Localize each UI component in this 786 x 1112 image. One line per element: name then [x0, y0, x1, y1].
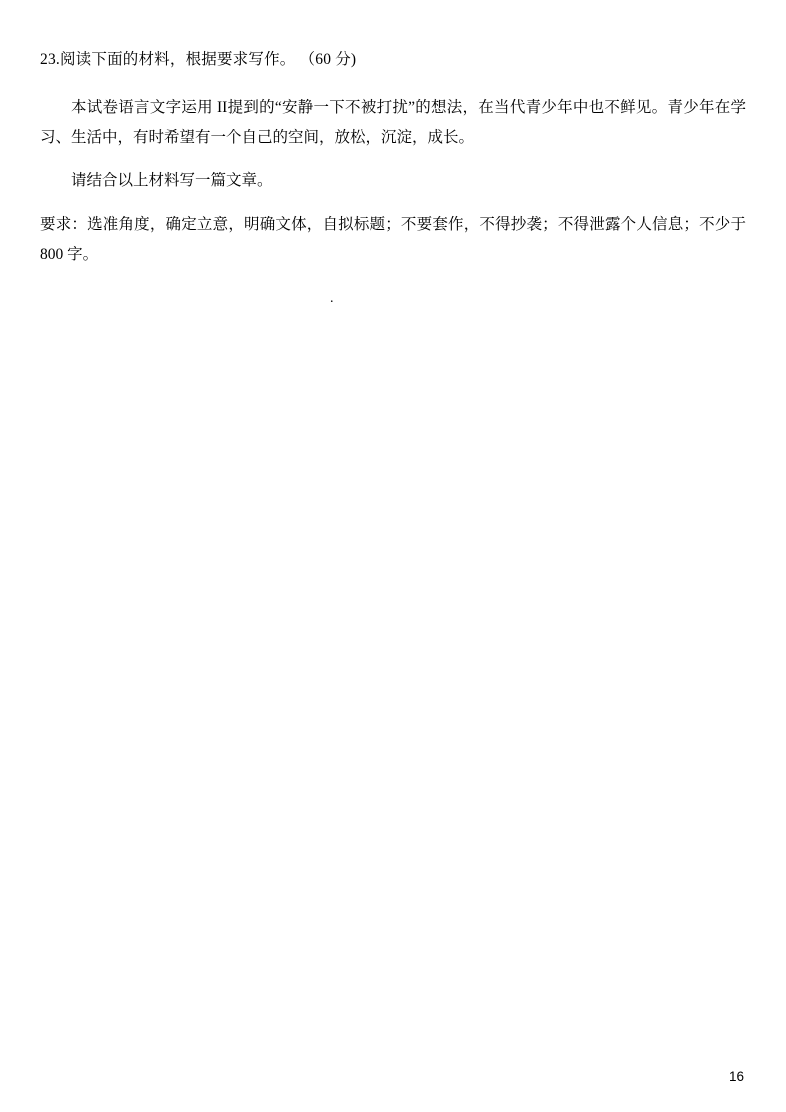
paragraph-spacer	[40, 158, 746, 166]
page-number: 16	[728, 1069, 744, 1084]
material-paragraph: 本试卷语言文字运用 II提到的“安静一下不被打扰”的想法，在当代青少年中也不鲜见。青少年在学习、生活中，有时希望有一个自己的空间，放松，沉淀，成长。	[40, 99, 746, 147]
instruction-paragraph: 请结合以上材料写一篇文章。	[71, 171, 273, 189]
document-content	[40, 48, 746, 270]
stray-mark: .	[330, 291, 334, 306]
requirements-spacer	[40, 200, 746, 210]
requirements-paragraph: 要求：选准角度，确定立意，明确文体，自拟标题；不要套作，不得抄袭；不得泄露个人信息；不少于 800 字。	[40, 215, 746, 264]
question-prompt: 23.阅读下面的材料，根据要求写作。 （60 分)	[40, 51, 357, 68]
